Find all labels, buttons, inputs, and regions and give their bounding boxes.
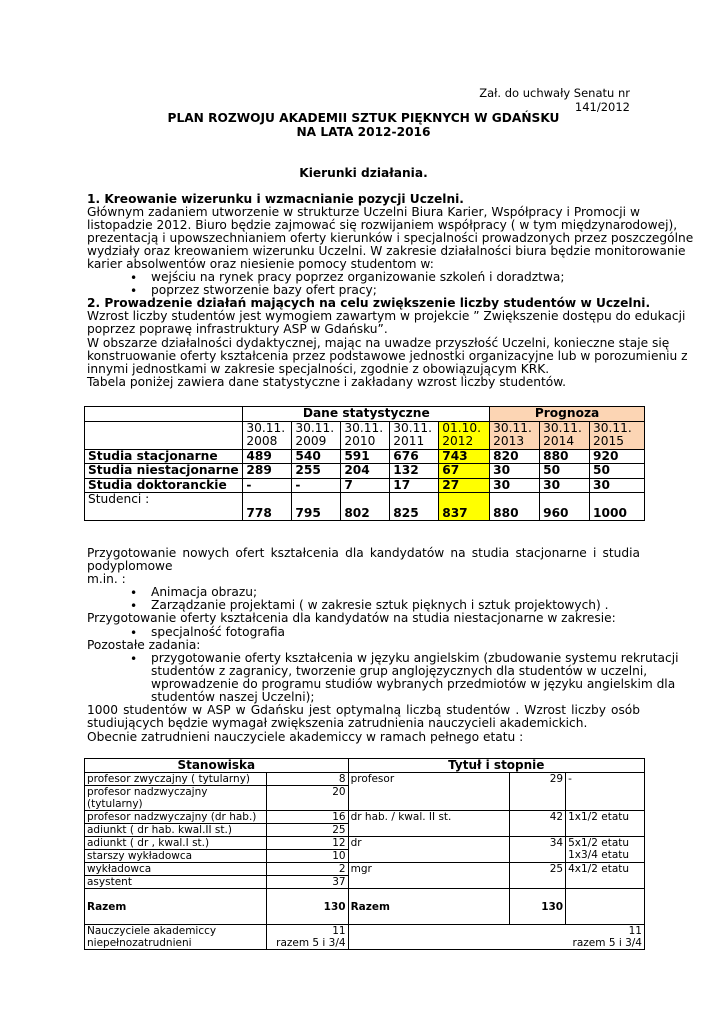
position-name: profesor nadzwyczajny (dr hab.)	[85, 811, 267, 824]
table-row	[85, 863, 645, 876]
position-name: starszy wykładowca	[85, 850, 267, 863]
row-label: Studia niestacjonarne	[85, 464, 243, 479]
date-header: 30.11. 2009	[292, 421, 341, 449]
cell: 67	[439, 464, 490, 479]
title-line-2: NA LATA 2012-2016	[296, 125, 431, 139]
section3-bullet-line: przygotowanie oferty kształcenia w języku angielskim (zbudowanie systemu rekrutacji	[151, 651, 679, 665]
section3-bullet-line: studentów naszej Uczelni);	[151, 690, 315, 704]
empty-cell	[85, 407, 243, 422]
date-header: 30.11. 2008	[243, 421, 292, 449]
cell: 30	[590, 478, 645, 493]
cell: 7	[341, 478, 390, 493]
section1-line: wydziały oraz kreowaniem wizerunku Uczelni. W zakresie działalności biura będzie monitorowanie	[87, 244, 686, 258]
position-count: 20	[266, 786, 348, 811]
title-note: 5x1/2 etatu 1x3/4 etatu	[566, 837, 645, 863]
positions-header: Stanowiska	[85, 759, 349, 773]
table-row	[85, 478, 645, 493]
cell: 825	[390, 493, 439, 521]
cell: 920	[590, 449, 645, 464]
closing-line: 1000 studentów w ASP w Gdańsku jest optymalną liczbą studentów . Wzrost liczby osób	[87, 703, 640, 717]
cell: 837	[439, 493, 490, 521]
position-count: 12	[266, 837, 348, 850]
student-stats-table	[84, 406, 645, 521]
title-note: -	[566, 773, 645, 811]
empty-cell	[85, 421, 243, 449]
position-name: wykładowca	[85, 863, 267, 876]
row-label: Studia stacjonarne	[85, 449, 243, 464]
title-name: dr	[348, 837, 510, 863]
cell: 132	[390, 464, 439, 479]
cell: 30	[490, 464, 540, 479]
stats-group-header: Dane statystyczne	[243, 407, 490, 422]
cell: 960	[540, 493, 590, 521]
section3-bullet: Animacja obrazu;	[151, 585, 258, 599]
position-name: adiunkt ( dr , kwal.I st.)	[85, 837, 267, 850]
section2-line: W obszarze działalności dydaktycznej, mając na uwadze przyszłość Uczelni, konieczne staje się	[87, 336, 670, 350]
position-name: profesor nadzwyczajny (tytularny)	[85, 786, 267, 811]
position-count: 2	[266, 863, 348, 876]
date-header: 01.10. 2012	[439, 421, 490, 449]
section1-line: karier absolwentów oraz niesienie pomocy studentom w:	[87, 257, 434, 271]
section2-line: innymi jednostkami w zakresie specjalności, zgodnie z obowiązującym KRK.	[87, 362, 550, 376]
cell: 880	[540, 449, 590, 464]
bullet-icon: •	[130, 586, 138, 600]
cell: 820	[490, 449, 540, 464]
total-label: Razem	[348, 889, 510, 925]
cell: 30	[490, 478, 540, 493]
title-name: dr hab. / kwal. II st.	[348, 811, 510, 837]
table-row	[85, 464, 645, 479]
bullet-icon: •	[130, 599, 138, 613]
section1-line: listopadzie 2012. Biuro będzie zajmować się rozwijaniem współpracy ( w tym międzynarodowej),	[87, 218, 678, 232]
section2-line: Tabela poniżej zawiera dane statystyczne i zakładany wzrost liczby studentów.	[87, 375, 566, 389]
title-count: 29	[510, 773, 566, 811]
position-count: 16	[266, 811, 348, 824]
closing-line: Obecnie zatrudnieni nauczyciele akademiccy w ramach pełnego etatu :	[87, 730, 524, 744]
cell: 880	[490, 493, 540, 521]
title-count: 34	[510, 837, 566, 863]
date-header: 30.11. 2011	[390, 421, 439, 449]
cell: 50	[540, 464, 590, 479]
cell: -	[243, 478, 292, 493]
table-row	[85, 811, 645, 824]
total-count: 130	[266, 889, 348, 925]
title-name: profesor	[348, 773, 510, 811]
date-header: 30.11. 2015	[590, 421, 645, 449]
position-name: adiunkt ( dr hab. kwal.II st.)	[85, 824, 267, 837]
position-count: 10	[266, 850, 348, 863]
title-note: 4x1/2 etatu	[566, 863, 645, 889]
cell: 204	[341, 464, 390, 479]
date-header: 30.11. 2010	[341, 421, 390, 449]
cell: 289	[243, 464, 292, 479]
cell: 795	[292, 493, 341, 521]
date-header: 30.11. 2013	[490, 421, 540, 449]
cell: 676	[390, 449, 439, 464]
section2-line: konstruowanie oferty kształcenia przez podstawowe jednostki organizacyjne lub w porozumieniu z	[87, 349, 688, 363]
section2-heading: 2. Prowadzenie działań mających na celu zwiększenie liczby studentów w Uczelni.	[87, 296, 651, 310]
section3-bullet: Zarządzanie projektami ( w zakresie sztuk pięknych i sztuk projektowych) .	[151, 598, 609, 612]
bullet-icon: •	[130, 271, 138, 285]
position-count: 37	[266, 876, 348, 889]
cell: 540	[292, 449, 341, 464]
position-count: 8	[266, 773, 348, 786]
table-row	[85, 449, 645, 464]
total-row	[85, 889, 645, 925]
section3-bullet-line: wprowadzenie do programu studiów wybranych przedmiotów w języku angielskim dla	[151, 677, 676, 691]
section3-line: Przygotowanie nowych ofert kształcenia dla kandydatów na studia stacjonarne i studia	[87, 546, 640, 560]
cell: 591	[341, 449, 390, 464]
section1-line: prezentacją i upowszechnianiem oferty kierunków i specjalności prowadzonych przez poszczególne	[87, 231, 694, 245]
section2-line: poprzez poprawę infrastruktury ASP w Gdańsku”.	[87, 322, 388, 336]
section3-line: podyplomowe	[87, 559, 173, 573]
table-row	[85, 773, 645, 786]
position-name: profesor zwyczajny ( tytularny)	[85, 773, 267, 786]
cell: 17	[390, 478, 439, 493]
section3-line: Pozostałe zadania:	[87, 638, 201, 652]
cell: 30	[540, 478, 590, 493]
section1-bullet: poprzez stworzenie bazy ofert pracy;	[151, 283, 377, 297]
title-name: mgr	[348, 863, 510, 889]
bullet-icon: •	[130, 652, 138, 666]
total-count: 130	[510, 889, 566, 925]
subtitle: Kierunki działania.	[299, 166, 428, 180]
parttime-row	[85, 925, 645, 950]
titles-header: Tytuł i stopnie	[348, 759, 644, 773]
cell: 1000	[590, 493, 645, 521]
header-note: Zał. do uchwały Senatu nr 141/2012	[479, 86, 630, 114]
position-name: asystent	[85, 876, 267, 889]
section1-bullet: wejściu na rynek pracy poprzez organizowanie szkoleń i doradztwa;	[151, 270, 565, 284]
section3-bullet: specjalność fotografia	[151, 625, 285, 639]
bullet-icon: •	[130, 284, 138, 298]
section3-line: Przygotowanie oferty kształcenia dla kandydatów na studia niestacjonarne w zakresie:	[87, 611, 616, 625]
section1-line: Głównym zadaniem utworzenie w strukturze Uczelni Biura Karier, Współpracy i Promocji w	[87, 205, 640, 219]
section2-line: Wzrost liczby studentów jest wymogiem zawartym w projekcie ” Zwiększenie dostępu do edukacji	[87, 309, 686, 323]
row-label: Studenci :	[85, 493, 243, 521]
cell: 27	[439, 478, 490, 493]
date-header: 30.11. 2014	[540, 421, 590, 449]
section3-bullet-line: studentów z zagranicy, tworzenie grup anglojęzycznych dla studentów w uczelni,	[151, 664, 648, 678]
cell: 743	[439, 449, 490, 464]
cell: 802	[341, 493, 390, 521]
cell: 489	[243, 449, 292, 464]
cell: -	[292, 478, 341, 493]
section1-heading: 1. Kreowanie wizerunku i wzmacnianie pozycji Uczelni.	[87, 192, 464, 206]
row-label: Studia doktoranckie	[85, 478, 243, 493]
parttime-label: Nauczyciele akademiccy niepełnozatrudnieni	[85, 925, 267, 950]
title-line-1: PLAN ROZWOJU AKADEMII SZTUK PIĘKNYCH W GDAŃSKU	[167, 111, 560, 125]
cell: 778	[243, 493, 292, 521]
title-note: 1x1/2 etatu	[566, 811, 645, 837]
table-row	[85, 493, 645, 521]
cell: 50	[590, 464, 645, 479]
empty-cell	[566, 889, 645, 925]
staff-table	[84, 758, 645, 950]
parttime-count: 11 razem 5 i 3/4	[266, 925, 348, 950]
closing-line: studiujących będzie wymagał zwiększenia zatrudnienia nauczycieli akademickich.	[87, 716, 588, 730]
position-count: 25	[266, 824, 348, 837]
title-count: 25	[510, 863, 566, 889]
section3-line: m.in. :	[87, 572, 126, 586]
cell: 255	[292, 464, 341, 479]
parttime-count-right: 11 razem 5 i 3/4	[348, 925, 644, 950]
table-row	[85, 837, 645, 850]
total-label: Razem	[85, 889, 267, 925]
title-count: 42	[510, 811, 566, 837]
forecast-group-header: Prognoza	[490, 407, 645, 422]
bullet-icon: •	[130, 626, 138, 640]
